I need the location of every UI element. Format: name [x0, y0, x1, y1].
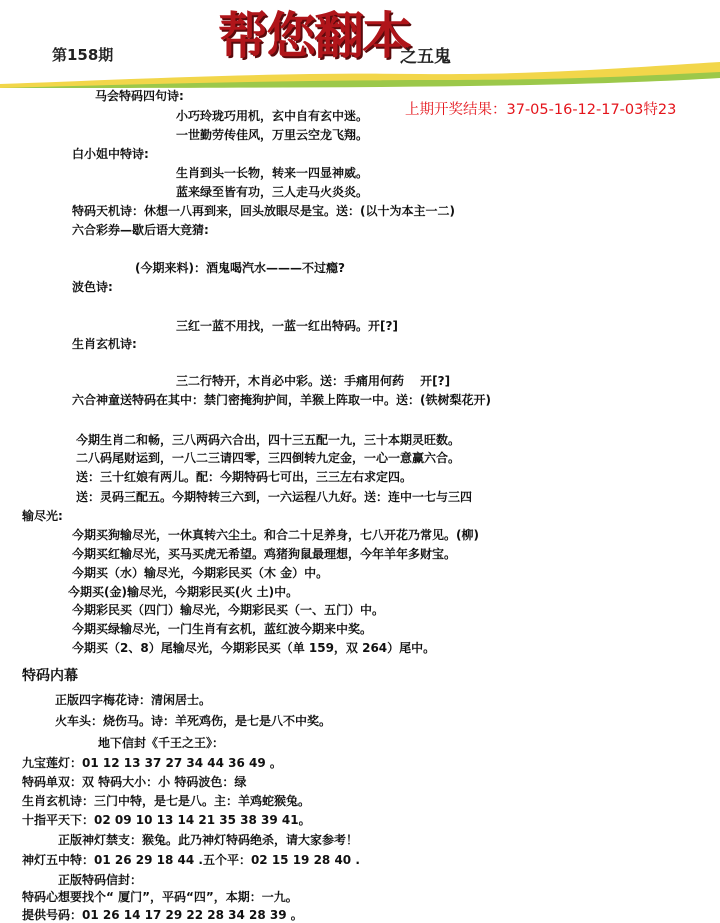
- text-line: 白小姐中特诗:: [72, 147, 149, 161]
- text-line: 特码心想要找个“ 厦门”，平码“四”，本期：一九。: [22, 890, 298, 904]
- text-line: 生肖到头一长物，转来一四显神威。: [176, 166, 369, 180]
- text-line: 生肖玄机诗:: [72, 337, 137, 351]
- text-line: 小巧玲珑巧用机，玄中自有玄中迷。: [176, 109, 369, 123]
- logo-subtitle: 之五鬼: [400, 47, 451, 67]
- text-line: 三红一蓝不用找，一蓝一红出特码。开[?]: [176, 319, 398, 333]
- text-line: 正版特码信封：: [58, 873, 143, 887]
- section-title: 特码内幕: [22, 668, 78, 684]
- text-line: 今期买绿输尽光，一门生肖有玄机，蓝红波今期来中奖。: [72, 622, 373, 636]
- text-line: (今期来料)：酒鬼喝汽水———不过瘾?: [135, 261, 345, 275]
- text-line: 地下信封《千王之王》：: [98, 736, 225, 750]
- text-line: 今期彩民买（四门）输尽光，今期彩民买（一、五门）中。: [72, 603, 385, 617]
- text-line: 正版神灯禁支：猴兔。此乃神灯特码绝杀，请大家参考！: [58, 833, 359, 847]
- text-line: 十指平天下：02 09 10 13 14 21 35 38 39 41。: [22, 813, 311, 827]
- text-line: 二八码尾财运到，一八二三请四零，三四倒转九定金，一心一意赢六合。: [76, 451, 461, 465]
- text-line: 输尽光:: [22, 509, 63, 523]
- text-line: 火车头：烧伤马。诗：羊死鸡伤，是七是八不中奖。: [55, 714, 332, 728]
- text-line: 马会特码四句诗:: [95, 89, 184, 103]
- text-line: 送：三十红娘有两儿。配：今期特码七可出，三三左右求定四。: [76, 470, 413, 484]
- text-line: 特码天机诗：休想一八再到来，回头放眼尽是宝。送：(以十为本主一二): [72, 204, 455, 218]
- logo-title: 帮您翻本: [218, 6, 410, 65]
- last-draw-result: 上期开奖结果：37-05-16-12-17-03特23: [405, 102, 677, 118]
- text-line: 今期买（水）输尽光，今期彩民买（木 金）中。: [72, 566, 329, 580]
- text-line: 今期买狗输尽光，一休真转六尘土。和合二十足养身，七八开花乃常见。(柳): [72, 528, 479, 542]
- text-line: 神灯五中特：01 26 29 18 44 .五个平：02 15 19 28 40 .: [22, 853, 360, 867]
- text-line: 今期买（2、8）尾输尽光，今期彩民买（单 159，双 264）尾中。: [72, 641, 436, 655]
- text-line: 六合彩券—歇后语大竞猜:: [72, 223, 209, 237]
- text-line: 今期买红输尽光，买马买虎无希望。鸡猪狗鼠最理想，今年羊年多财宝。: [72, 547, 457, 561]
- text-line: 今期生肖二和畅，三八两码六合出，四十三五配一九，三十本期灵旺数。: [76, 433, 461, 447]
- text-line: 蓝来绿至皆有功，三人走马火炎炎。: [176, 185, 369, 199]
- text-line: 今期买(金)输尽光，今期彩民买(火 土)中。: [68, 585, 299, 599]
- text-line: 特码单双：双 特码大小：小 特码波色：绿: [22, 775, 247, 789]
- text-line: 送：灵码三配五。今期特转三六到，一六运程八九好。送：连中一七与三四: [76, 490, 473, 504]
- text-line: 一世勤劳传佳风，万里云空龙飞翔。: [176, 128, 369, 142]
- text-line: 波色诗:: [72, 280, 113, 294]
- text-line: 正版四字梅花诗：清闲居士。: [55, 693, 212, 707]
- issue-number: 第158期: [52, 46, 114, 64]
- text-line: 六合神童送特码在其中：禁门密掩狗护间，羊猴上阵取一中。送：(铁树梨花开): [72, 393, 491, 407]
- text-line: 生肖玄机诗：三门中特，是七是八。主：羊鸡蛇猴兔。: [22, 794, 311, 808]
- text-line: 九宝莲灯：01 12 13 37 27 34 44 36 49 。: [22, 756, 282, 770]
- text-line: 提供号码：01 26 14 17 29 22 28 34 28 39 。: [22, 908, 303, 922]
- header: [0, 0, 720, 92]
- text-line: 三二行特开，木肖必中彩。送：手痛用何药 开[?]: [176, 374, 451, 388]
